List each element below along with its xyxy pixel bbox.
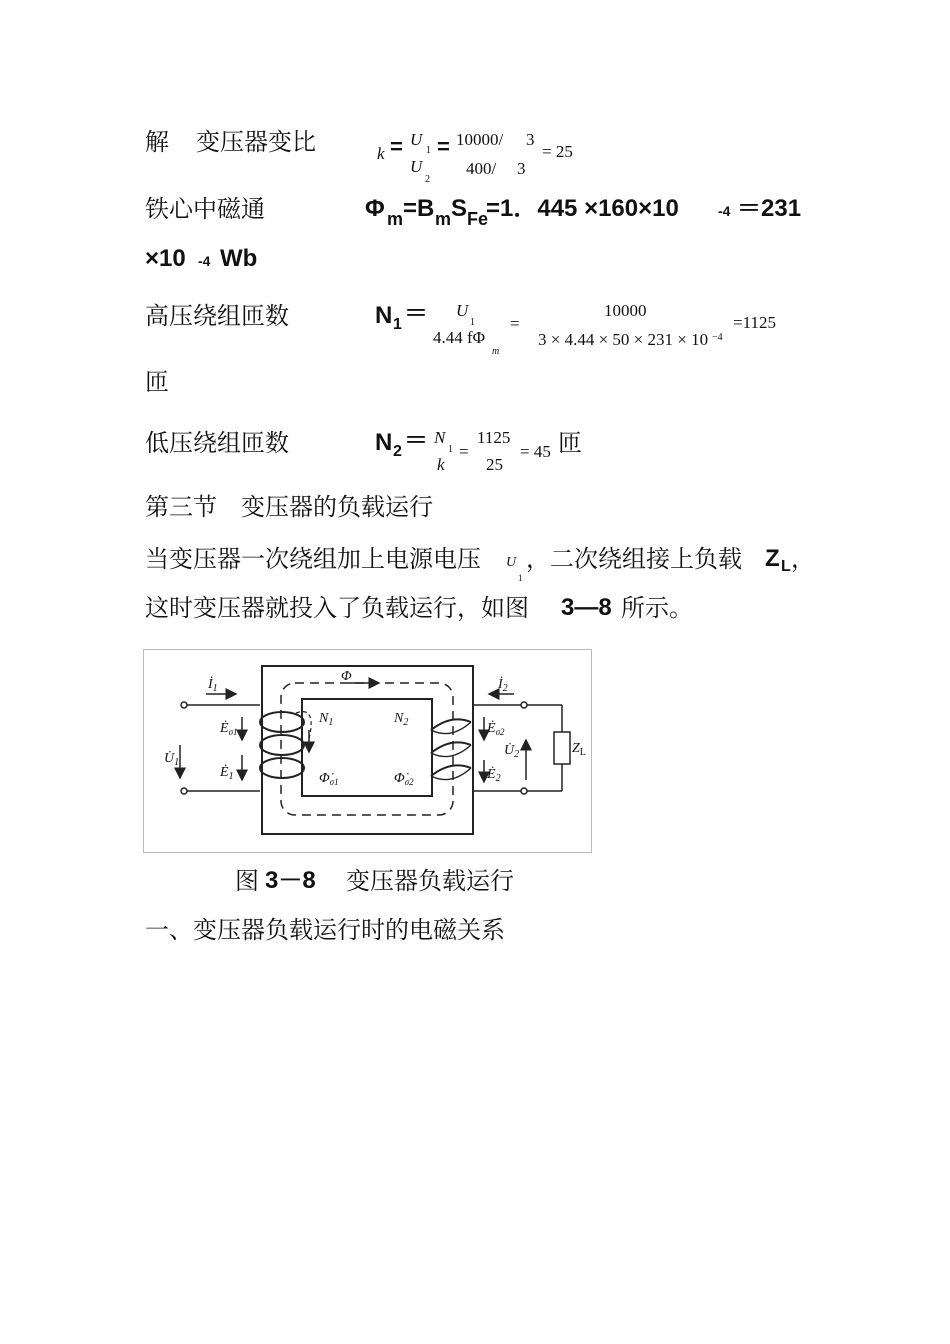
core-outer [262, 666, 473, 834]
n1-symbol: N [375, 302, 393, 329]
n1-num-value: 10000 [604, 301, 647, 320]
para2-text-b: 所示。 [621, 594, 693, 622]
n1-denominator-subscript: m [492, 346, 500, 357]
u2-denominator: U [410, 157, 423, 176]
u1-subscript: 1 [426, 145, 431, 156]
label-e1: $Ė_1$ [220, 765, 234, 782]
flux-exponent: -4 [718, 203, 731, 219]
para1-z-subscript: L [781, 558, 791, 575]
n2-symbol: N [375, 429, 393, 456]
flux-times: ×10 [145, 245, 186, 272]
label-es1: $Ė_{\sigma 1}$ [220, 721, 238, 737]
para1-text-b: ，二次绕组接上负载 [526, 545, 742, 573]
n2-unit: 匝 [558, 429, 582, 457]
label-n1: $N_1$ [319, 711, 334, 728]
u2-subscript: 2 [425, 174, 430, 185]
subsection-heading: 一、变压器负载运行时的电磁关系 [145, 916, 505, 944]
u1-numerator: U [410, 130, 423, 149]
caption-prefix: 图 [235, 867, 259, 895]
phi-symbol: Φ [365, 195, 385, 222]
flux-label: 铁心中磁通 [145, 195, 265, 223]
turns-ratio-label: 变压器变比 [196, 128, 316, 156]
label-u2: $U̇_2$ [504, 743, 520, 760]
n1-u-numerator: U [456, 301, 469, 320]
ratio-result: = 25 [542, 142, 573, 161]
flux-formula-s: S [451, 195, 468, 222]
n2-subscript: 2 [393, 443, 402, 460]
para1-text-c: ， [791, 545, 815, 573]
n2-equals: ＝ [404, 427, 428, 454]
flux-line2-exponent: -4 [198, 253, 211, 269]
n1-unit: 匝 [145, 368, 169, 396]
n2-n1-numerator: N [434, 428, 446, 447]
para2-figure-ref: 3—8 [561, 594, 612, 621]
ratio-denominator-root: 3 [517, 159, 526, 178]
b-subscript: m [435, 209, 452, 229]
para1-u-symbol: U [506, 555, 517, 570]
s-subscript: Fe [467, 209, 489, 229]
n2-label: 低压绕组匝数 [145, 429, 289, 457]
para2-text-a: 这时变压器就投入了负载运行，如图 [145, 594, 529, 622]
n1-u-subscript: 1 [470, 317, 475, 328]
equals-sign: = [390, 134, 403, 159]
primary-winding [260, 712, 311, 778]
ratio-numerator: 10000/ [456, 130, 504, 149]
n1-result: =1125 [733, 313, 776, 332]
ratio-numerator-root: 3 [526, 130, 535, 149]
label-i2: $İ_2$ [498, 677, 508, 694]
phi-subscript: m [387, 209, 404, 229]
ratio-denominator: 400/ [466, 159, 497, 178]
caption-number: 3－8 [265, 867, 316, 894]
flux-result: ＝231 [737, 195, 802, 222]
para1-z-symbol: Z [765, 545, 780, 572]
n1-equals: ＝ [404, 300, 428, 327]
secondary-winding [431, 719, 471, 779]
label-zl: $Z_L$ [572, 741, 586, 758]
n1-den-value: 3 × 4.44 × 50 × 231 × 10 [538, 330, 709, 349]
flux-unit: Wb [220, 245, 258, 272]
flux-formula-b: =B [403, 195, 435, 222]
caption-title: 变压器负载运行 [346, 867, 514, 895]
label-i1: $İ_1$ [208, 677, 218, 694]
label-u1: $U̇_1$ [164, 751, 180, 768]
section-heading: 第三节 变压器的负载运行 [145, 493, 433, 521]
k-symbol: k [377, 144, 385, 163]
solution-label: 解 [145, 128, 169, 156]
para1-u-subscript: 1 [518, 573, 523, 583]
primary-circuit [180, 694, 309, 794]
n1-den-exponent: −4 [712, 332, 723, 343]
n2-den-value: 25 [486, 455, 503, 474]
n2-result: = 45 [520, 442, 551, 461]
para1-text-a: 当变压器一次绕组加上电源电压 [145, 545, 481, 573]
n2-equals-2: = [459, 442, 469, 461]
n1-equals-2: = [510, 314, 520, 333]
n2-k-denominator: k [437, 455, 445, 474]
label-phis2: $\Phi̇_{\sigma 2}$ [394, 771, 414, 787]
flux-formula-values: =1．445 ×160×10 [486, 195, 679, 222]
label-e2: $Ė_2$ [487, 767, 501, 784]
label-phis1: $\Phi̇_{\sigma 1}$ [319, 771, 339, 787]
n2-n1-subscript: 1 [448, 444, 453, 455]
n2-num-value: 1125 [477, 428, 511, 447]
label-es2: $Ė_{\sigma 2}$ [487, 721, 505, 737]
n1-denominator: 4.44 fΦ [433, 328, 486, 347]
transformer-load-figure [143, 649, 592, 853]
transformer-diagram [144, 650, 591, 852]
label-phi: Φ [341, 669, 352, 684]
n1-subscript: 1 [393, 316, 402, 333]
equals-sign-2: = [437, 134, 450, 159]
label-n2: $N_2$ [394, 711, 409, 728]
n1-label: 高压绕组匝数 [145, 302, 289, 330]
